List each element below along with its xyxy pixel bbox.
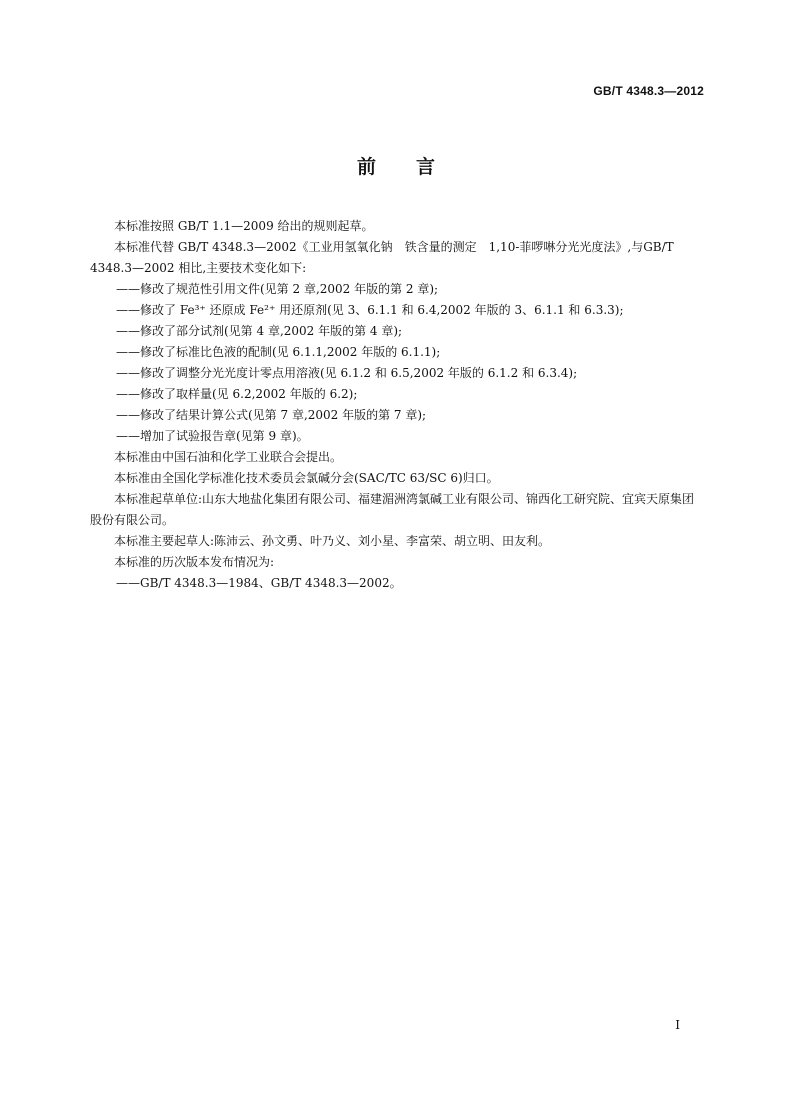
page-number: I [675,1018,680,1032]
change-item: ——修改了 Fe³⁺ 还原成 Fe²⁺ 用还原剂(见 3、6.1.1 和 6.4,2002 年版的 3、6.1.1 和 6.3.3); [116,303,624,317]
change-item: ——修改了取样量(见 6.2,2002 年版的 6.2); [116,387,358,401]
page-title [0,152,792,179]
paragraph-history-intro: 本标准的历次版本发布情况为: [114,555,275,569]
paragraph-replaces: 本标准代替 GB/T 4348.3—2002《工业用氢氧化钠 铁含量的测定 1,10-菲啰啉分光光度法》,与GB/T 4348.3—2002 相比,主要技术变化如下: [90,240,674,275]
title-char-2: 言 [416,156,436,178]
change-item: ——修改了部分试剂(见第 4 章,2002 年版的第 4 章); [116,324,403,338]
paragraph-drafting-rules: 本标准按照 GB/T 1.1—2009 给出的规则起草。 [114,219,374,233]
paragraph-drafters: 本标准主要起草人:陈沛云、孙文勇、叶乃义、刘小星、李富荣、胡立明、田友利。 [114,534,551,548]
title-char-1: 前 [356,156,376,178]
paragraph-drafting-units: 本标准起草单位:山东大地盐化集团有限公司、福建湄洲湾氯碱工业有限公司、锦西化工研究院、宜宾天原集团股份有限公司。 [90,492,695,527]
document-code: GB/T 4348.3—2012 [593,84,704,98]
foreword-body [90,216,702,594]
paragraph-proposed-by: 本标准由中国石油和化学工业联合会提出。 [114,450,343,464]
change-item: ——修改了结果计算公式(见第 7 章,2002 年版的第 7 章); [116,408,427,422]
change-item: ——修改了调整分光光度计零点用溶液(见 6.1.2 和 6.5,2002 年版的 6.1.2 和 6.3.4); [116,366,578,380]
change-item: ——增加了试验报告章(见第 9 章)。 [116,429,309,443]
history-item: ——GB/T 4348.3—1984、GB/T 4348.3—2002。 [116,576,402,590]
change-item: ——修改了标准比色液的配制(见 6.1.1,2002 年版的 6.1.1); [116,345,441,359]
change-item: ——修改了规范性引用文件(见第 2 章,2002 年版的第 2 章); [116,282,439,296]
paragraph-centralized-by: 本标准由全国化学标准化技术委员会氯碱分会(SAC/TC 63/SC 6)归口。 [114,471,499,485]
